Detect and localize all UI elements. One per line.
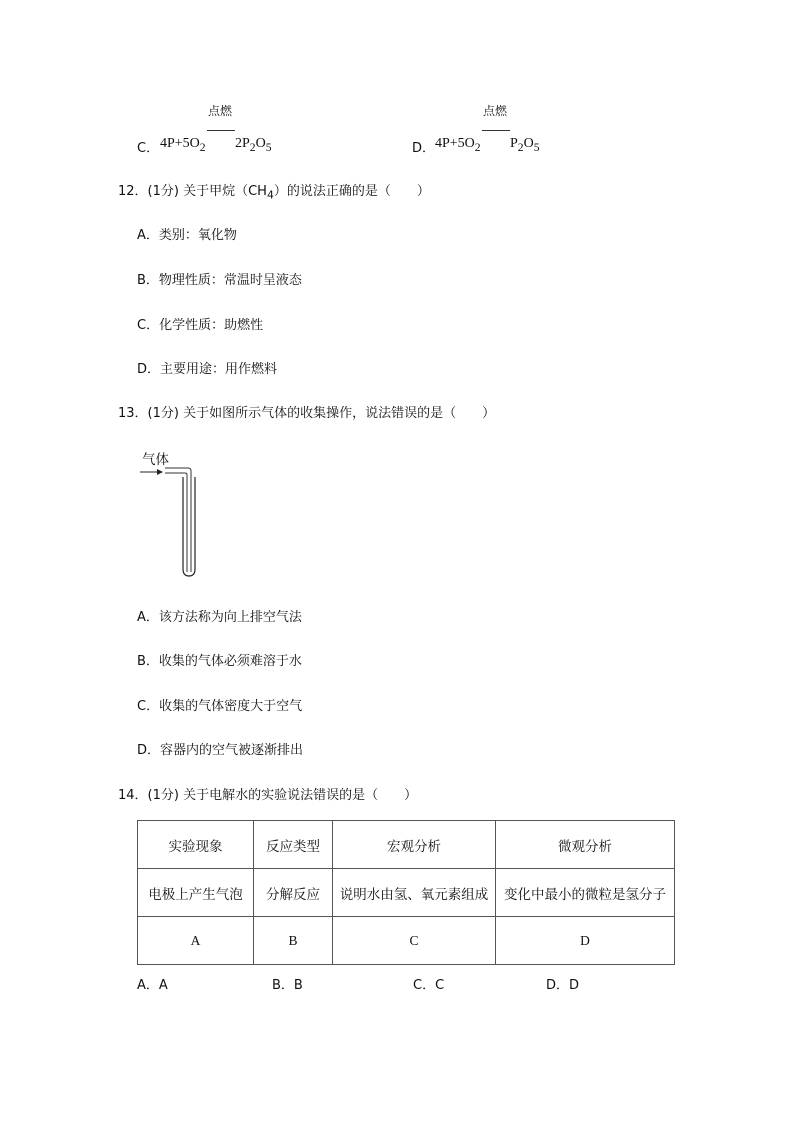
table-cell: C (333, 917, 496, 965)
q11-c-condition: 点燃 (208, 104, 233, 118)
gas-collection-figure (138, 462, 208, 580)
q12-option-b: B．物理性质：常温时呈液态 (137, 273, 302, 288)
q13-option-d: D．容器内的空气被逐渐排出 (137, 743, 304, 758)
table-row (138, 869, 675, 917)
q13-option-b: B．收集的气体必须难溶于水 (137, 654, 302, 669)
q14-option-a: A．A (137, 978, 168, 993)
table-header-cell: 反应类型 (254, 821, 333, 869)
table-cell: B (254, 917, 333, 965)
q12-stem: 12．(1分) 关于甲烷$(CH_4)$的说法正确的是（ ） (118, 184, 430, 202)
table-cell: 变化中最小的微粒是氢分子 (496, 869, 675, 917)
q12-option-c: C．化学性质：助燃性 (137, 318, 264, 333)
q11-c-reactants: $4P+5O_2$ (160, 136, 206, 154)
q14-option-c: C．C (413, 978, 445, 993)
table-row (138, 917, 675, 965)
q11-c-reaction-bar (207, 130, 235, 131)
q11-c-label: C． (137, 141, 160, 156)
table-row (138, 821, 675, 869)
q12-option-a: A．类别：氧化物 (137, 228, 237, 243)
q14-table (137, 820, 675, 965)
q13-stem: 13．(1分) 关于如图所示气体的收集操作，说法错误的是（ ） (118, 406, 496, 421)
q14-option-b: B．B (272, 978, 303, 993)
table-cell: A (138, 917, 254, 965)
table-header-cell: 实验现象 (138, 821, 254, 869)
table-cell: D (496, 917, 675, 965)
q11-d-product: $P_2O_5$ (510, 136, 540, 154)
q11-c-product: $2P_2O_5$ (235, 136, 272, 154)
q11-d-condition: 点燃 (483, 104, 508, 118)
table-cell: 分解反应 (254, 869, 333, 917)
q11-d-reactants: $4P+5O_2$ (435, 136, 481, 154)
delivery-tube-inner (165, 473, 187, 572)
q13-figure-label: 气体 (142, 452, 169, 468)
gas-flow-arrow-icon (157, 469, 163, 475)
q14-option-d: D．D (546, 978, 580, 993)
table-header-cell: 宏观分析 (333, 821, 496, 869)
q12-option-d: D．主要用途：用作燃料 (137, 362, 278, 377)
q13-option-c: C．收集的气体密度大于空气 (137, 699, 303, 714)
test-tube (183, 477, 195, 576)
q14-stem: 14．(1分) 关于电解水的实验说法错误的是（ ） (118, 788, 418, 803)
table-cell: 电极上产生气泡 (138, 869, 254, 917)
q11-d-reaction-bar (482, 130, 510, 131)
q11-d-label: D． (412, 141, 436, 156)
q13-option-a: A．该方法称为向上排空气法 (137, 610, 302, 625)
table-cell: 说明水由氢、氧元素组成 (333, 869, 496, 917)
table-header-cell: 微观分析 (496, 821, 675, 869)
